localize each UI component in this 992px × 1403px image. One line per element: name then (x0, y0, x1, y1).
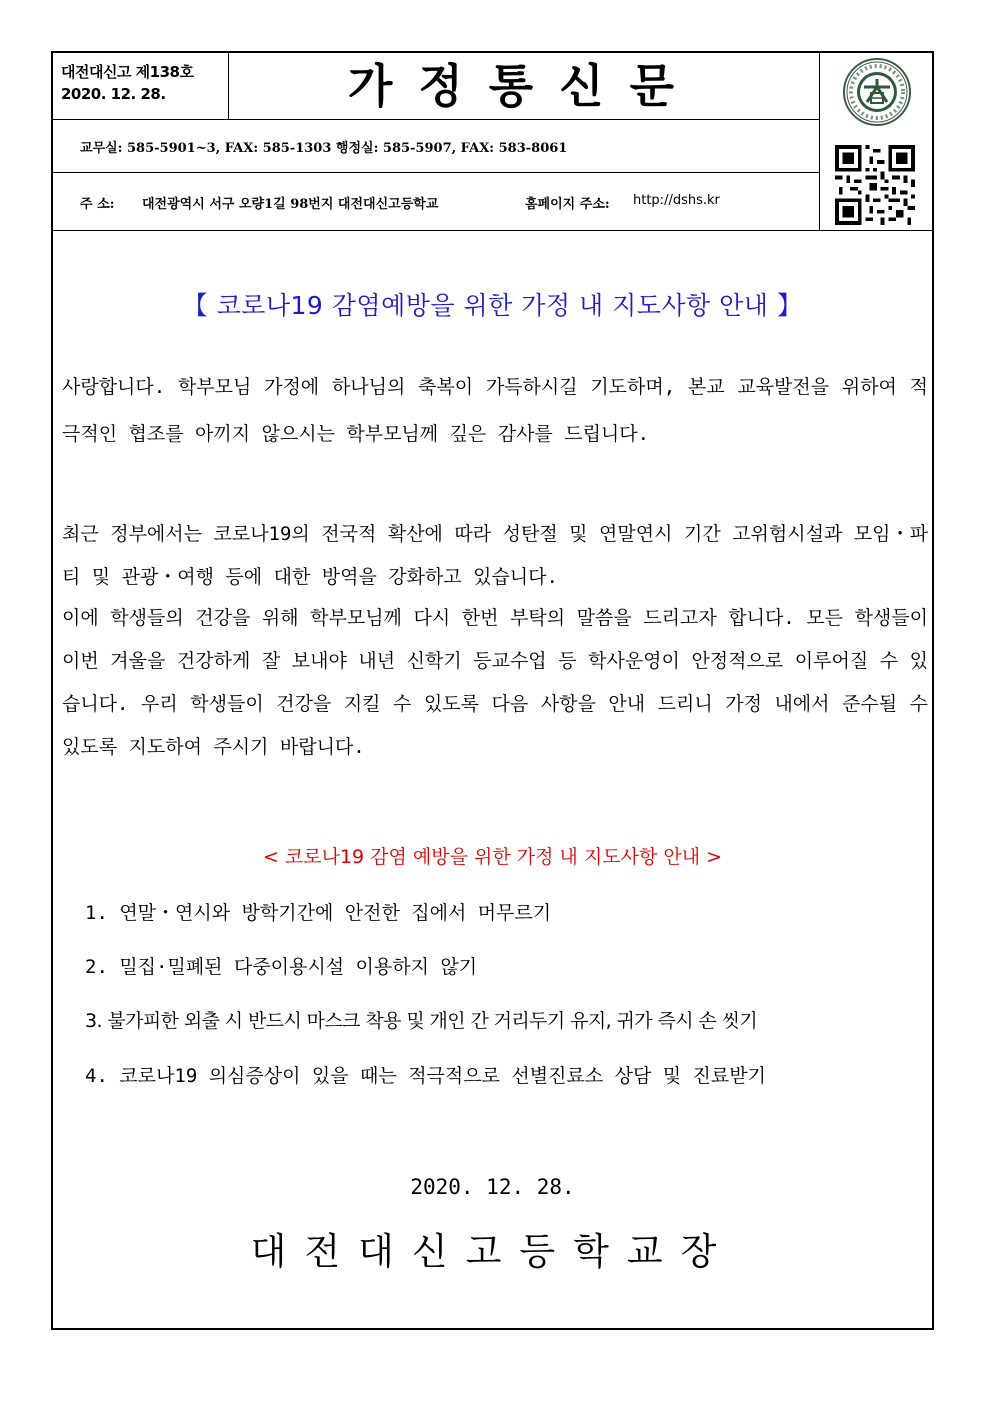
contact-row (53, 119, 819, 173)
logo-column (819, 53, 932, 230)
guideline-item: 3. 불가피한 외출 시 반드시 마스크 착용 및 개인 간 거리두기 유지, 귀가 즉시 손 씻기 (85, 1010, 758, 1032)
address-row (53, 173, 819, 230)
issue-date: 2020. 12. 28. (61, 85, 166, 103)
notice-date: 2020. 12. 28. (410, 1175, 575, 1199)
guideline-item: 1. 연말・연시와 방학기간에 안전한 집에서 머무르기 (85, 902, 552, 924)
address-label: 주 소: (80, 197, 115, 212)
header-divider (53, 230, 932, 231)
issue-box (53, 53, 229, 119)
homepage-label: 홈페이지 주소: (525, 197, 610, 212)
principal-signature: 대전대신고등학교장 (250, 1230, 735, 1273)
notice-heading: 【 코로나19 감염예방을 위한 가정 내 지도사항 안내 】 (182, 291, 803, 320)
school-emblem-icon (842, 57, 912, 127)
guideline-item: 4. 코로나19 의심증상이 있을 때는 적극적으로 선별진료소 상담 및 진료받기 (85, 1065, 766, 1087)
issue-number: 대전대신고 제138호 (61, 63, 194, 81)
request-paragraph: 이에 학생들의 건강을 위해 학부모님께 다시 한번 부탁의 말씀을 드리고자 합니다. 모든 학생들이 이번 겨울을 건강하게 잘 보내야 내년 신학기 등교수업 등 학사운영이 안정적으로 이루어질 수 있습니다. 우리 학생들이 건강을 지킬 수 있도록 다음 사항을 안내 드리니 가정 내에서 준수될 수 있도록 지도하여 주시기 바랍니다. (62, 607, 928, 758)
homepage-link[interactable]: http://dshs.kr (633, 193, 720, 208)
header-top-row (53, 53, 819, 120)
guideline-item: 2. 밀집·밀폐된 다중이용시설 이용하지 않기 (85, 956, 478, 978)
context-paragraph: 최근 정부에서는 코로나19의 전국적 확산에 따라 성탄절 및 연말연시 기간 고위험시설과 모임・파티 및 관광・여행 등에 대한 방역을 강화하고 있습니다. (62, 523, 928, 588)
contact-info: 교무실: 585-5901~3, FAX: 585-1303 행정실: 585-5907, FAX: 583-8061 (80, 141, 568, 156)
guidelines-heading: < 코로나19 감염 예방을 위한 가정 내 지도사항 안내 > (262, 846, 723, 868)
school-address: 대전광역시 서구 오량1길 98번지 대전대신고등학교 (142, 197, 439, 212)
newsletter-frame (51, 51, 934, 1330)
greeting-paragraph: 사랑합니다. 학부모님 가정에 하나님의 축복이 가득하시길 기도하며, 본교 교육발전을 위하여 적극적인 협조를 아끼지 않으시는 학부모님께 깊은 감사를 드립니다. (62, 376, 928, 445)
qr-code-icon (835, 145, 915, 225)
page-title: 가정통신문 (347, 59, 701, 113)
